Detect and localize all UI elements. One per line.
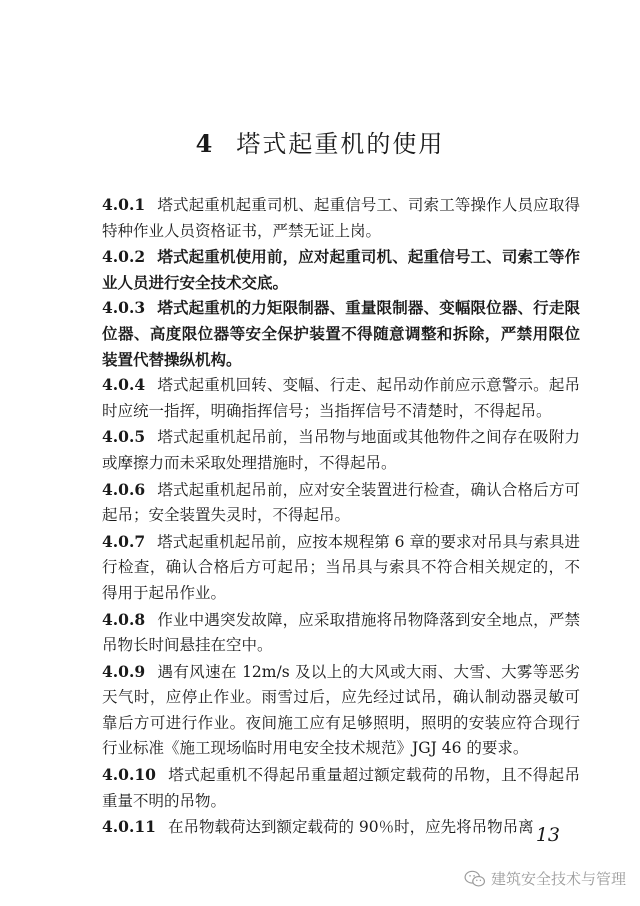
clause-number: 4.0.2 <box>102 247 146 267</box>
clause-number: 4.0.5 <box>102 427 146 447</box>
watermark-text: 建筑安全技术与管理 <box>490 870 626 888</box>
clause-text: 塔式起重机起吊前，当吊物与地面或其他物件之间存在吸附力或摩擦力而未采取处理措施时，不得起吊。 <box>102 428 580 472</box>
clause-number: 4.0.9 <box>102 661 146 681</box>
clause-4-0-6 <box>102 477 580 529</box>
clause-text: 塔式起重机起重司机、起重信号工、司索工等操作人员应取得特种作业人员资格证书，严禁无证上岗。 <box>102 196 580 240</box>
clause-4-0-9 <box>102 659 580 762</box>
clause-4-0-8 <box>102 607 580 659</box>
clause-text: 塔式起重机的力矩限制器、重量限制器、变幅限位器、行走限位器、高度限位器等安全保护装置不得随意调整和拆除，严禁用限位装置代替操纵机构。 <box>102 298 580 369</box>
clause-number: 4.0.1 <box>102 195 146 214</box>
clause-text: 塔式起重机使用前，应对起重司机、起重信号工、司索工等作业人员进行安全技术交底。 <box>102 247 580 292</box>
chapter-number: 4 <box>195 129 215 158</box>
clause-4-0-4 <box>102 372 580 424</box>
clause-4-0-1 <box>102 192 580 244</box>
clause-number: 4.0.6 <box>102 479 146 499</box>
clause-4-0-10 <box>102 762 580 814</box>
clause-text: 塔式起重机起吊前，应按本规程第 6 章的要求对吊具与索具进行检查，确认合格后方可起吊；当吊具与索具不符合相关规定的，不得用于起吊作业。 <box>102 532 580 602</box>
clause-text: 塔式起重机不得起吊重量超过额定载荷的吊物，且不得起吊重量不明的吊物。 <box>102 766 580 810</box>
watermark <box>464 868 626 889</box>
clause-number: 4.0.7 <box>102 531 146 551</box>
clause-number: 4.0.10 <box>102 765 156 785</box>
clause-text: 在吊物载荷达到额定载荷的 90％时，应先将吊物吊离 <box>167 818 534 837</box>
clause-number: 4.0.4 <box>102 375 146 395</box>
page-number: 13 <box>535 824 560 846</box>
wechat-icon <box>464 870 486 888</box>
clause-text: 遇有风速在 12m/s 及以上的大风或大雨、大雪、大雾等恶劣天气时，应停止作业。雨雪过后，应先经过试吊，确认制动器灵敏可靠后方可进行作业。夜间施工应有足够照明，照明的安装应符合现行行业标准《施工现场临时用电安全技术规范》JGJ 46 的要求。 <box>102 662 580 758</box>
clause-4-0-5 <box>102 424 580 476</box>
clause-text: 塔式起重机起吊前，应对安全装置进行检查，确认合格后方可起吊；安全装置失灵时，不得起吊。 <box>102 480 580 525</box>
chapter-title <box>0 124 640 159</box>
clause-text: 塔式起重机回转、变幅、行走、起吊动作前应示意警示。起吊时应统一指挥，明确指挥信号；当指挥信号不清楚时，不得起吊。 <box>102 376 580 420</box>
clause-number: 4.0.11 <box>102 817 156 837</box>
clause-4-0-7 <box>102 529 580 607</box>
clause-4-0-2 <box>102 244 580 295</box>
clause-4-0-3 <box>102 295 580 372</box>
clause-number: 4.0.3 <box>102 298 146 318</box>
clause-list <box>102 192 580 841</box>
clause-text: 作业中遇突发故障，应采取措施将吊物降落到安全地点，严禁吊物长时间悬挂在空中。 <box>102 610 580 655</box>
clause-4-0-11 <box>102 814 580 841</box>
chapter-title-text: 塔式起重机的使用 <box>236 130 445 158</box>
clause-number: 4.0.8 <box>102 609 146 629</box>
